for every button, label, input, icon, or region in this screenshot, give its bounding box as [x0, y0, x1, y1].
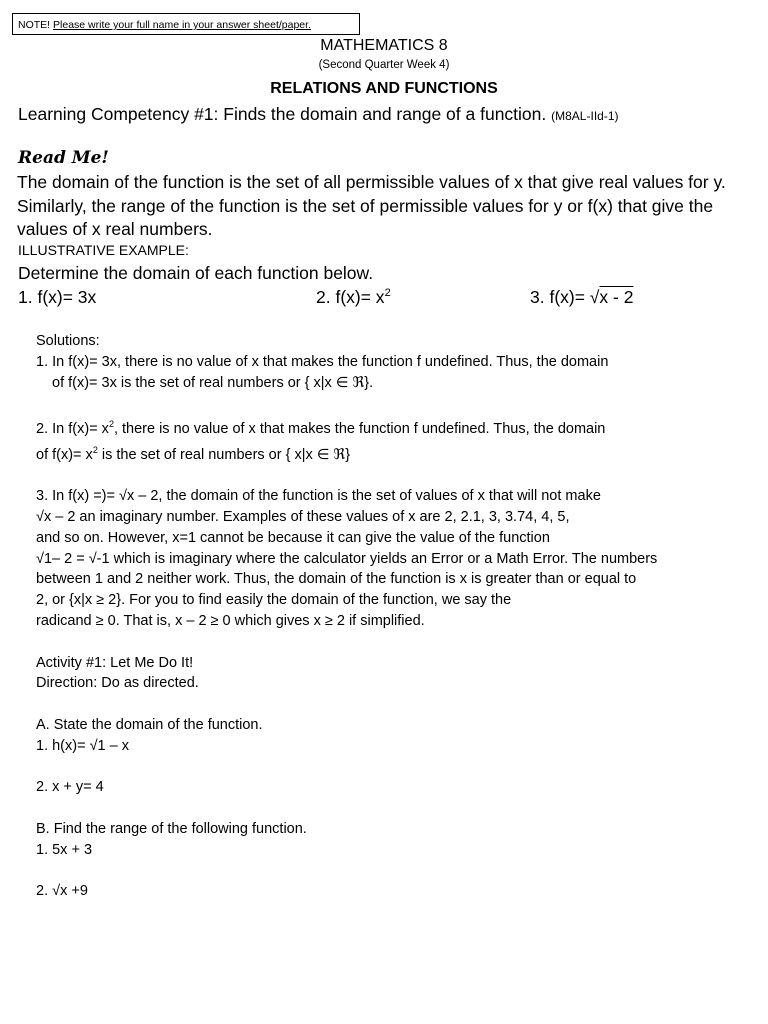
solution-2-line-1-pre: 2. In f(x)= x [36, 421, 109, 438]
activity-title: Activity #1: Let Me Do It! [36, 654, 194, 671]
function-2-base: 2. f(x)= x [316, 287, 385, 307]
note-text: Please write your full name in your answer sheet/paper. [53, 19, 311, 31]
topic-heading: RELATIONS AND FUNCTIONS [270, 80, 498, 97]
solution-3-line-6: 2, or {x|x ≥ 2}. For you to find easily the domain of the function, we say the [36, 592, 512, 609]
solution-1-line-1: 1. In f(x)= 3x, there is no value of x that makes the function f undefined. Thus, the domain [36, 353, 609, 370]
solution-2-line-1-sup: 2 [108, 419, 114, 430]
function-2-exponent: 2 [384, 287, 391, 300]
learning-competency [18, 104, 619, 125]
solution-3-line-4: √1– 2 = √-1 which is imaginary where the calculator yields an Error or a Math Error. The numbers [36, 550, 658, 567]
solution-2-line-1-post: , there is no value of x that makes the function f undefined. Thus, the domain [113, 421, 606, 438]
part-b-item-2: 2. √x +9 [36, 883, 88, 900]
activity-direction: Direction: Do as directed. [36, 675, 199, 692]
part-b-item-1: 1. 5x + 3 [36, 841, 93, 858]
competency-code: (M8AL-IId-1) [551, 109, 619, 123]
page-title: MATHEMATICS 8 [320, 37, 448, 54]
function-3-prefix: 3. f(x)= √ [530, 287, 600, 307]
part-a-item-1: 1. h(x)= √1 – x [36, 737, 129, 754]
solutions-section [36, 331, 756, 902]
function-2 [316, 287, 391, 308]
note-prefix: NOTE! [18, 19, 54, 31]
solution-2-line-2 [36, 440, 756, 466]
solution-2-line-2-pre: of f(x)= x [36, 446, 93, 463]
note-box [12, 13, 360, 35]
solutions-heading: Solutions: [36, 333, 100, 349]
illustrative-label: ILLUSTRATIVE EXAMPLE: [18, 242, 189, 258]
solution-3-line-2: √x – 2 an imaginary number. Examples of these values of x are 2, 2.1, 3, 3.74, 4, 5, [36, 509, 570, 526]
page-subtitle: (Second Quarter Week 4) [318, 59, 450, 71]
function-3-radicand: x - 2 [599, 287, 634, 307]
solution-3-line-1: 3. In f(x) =)= √x – 2, the domain of the function is the set of values of x that will not make [36, 488, 601, 505]
determine-instruction: Determine the domain of each function below. [18, 263, 374, 283]
solution-3-line-5: between 1 and 2 neither work. Thus, the domain of the function is x is greater than or equal to [36, 571, 637, 588]
solution-2-line-1 [36, 414, 756, 440]
part-b-heading: B. Find the range of the following function. [36, 820, 307, 837]
part-a-heading: A. State the domain of the function. [36, 717, 263, 733]
function-1: 1. f(x)= 3x [18, 287, 97, 307]
definition-paragraph: The domain of the function is the set of all permissible values of x that give real values for y. Similarly, the range of the function is the set of permissible values for y or f(x) that give the values of x real numbers. [17, 172, 726, 239]
solution-3-line-3: and so on. However, x=1 cannot be because it can give the value of the function [36, 529, 550, 546]
solution-3-line-7: radicand ≥ 0. That is, x – 2 ≥ 0 which gives x ≥ 2 if simplified. [36, 613, 425, 630]
solution-2-line-2-sup: 2 [92, 444, 98, 455]
read-me-heading: Read Me! [18, 148, 109, 168]
part-a-item-2: 2. x + y= 4 [36, 779, 104, 796]
function-3 [530, 287, 633, 308]
solution-2-line-2-post: is the set of real numbers or { x|x ∈ ℜ} [97, 446, 351, 463]
competency-text: Learning Competency #1: Finds the domain and range of a function. [18, 104, 547, 124]
solution-1-line-2: of f(x)= 3x is the set of real numbers or { x|x ∈ ℜ}. [52, 374, 374, 391]
